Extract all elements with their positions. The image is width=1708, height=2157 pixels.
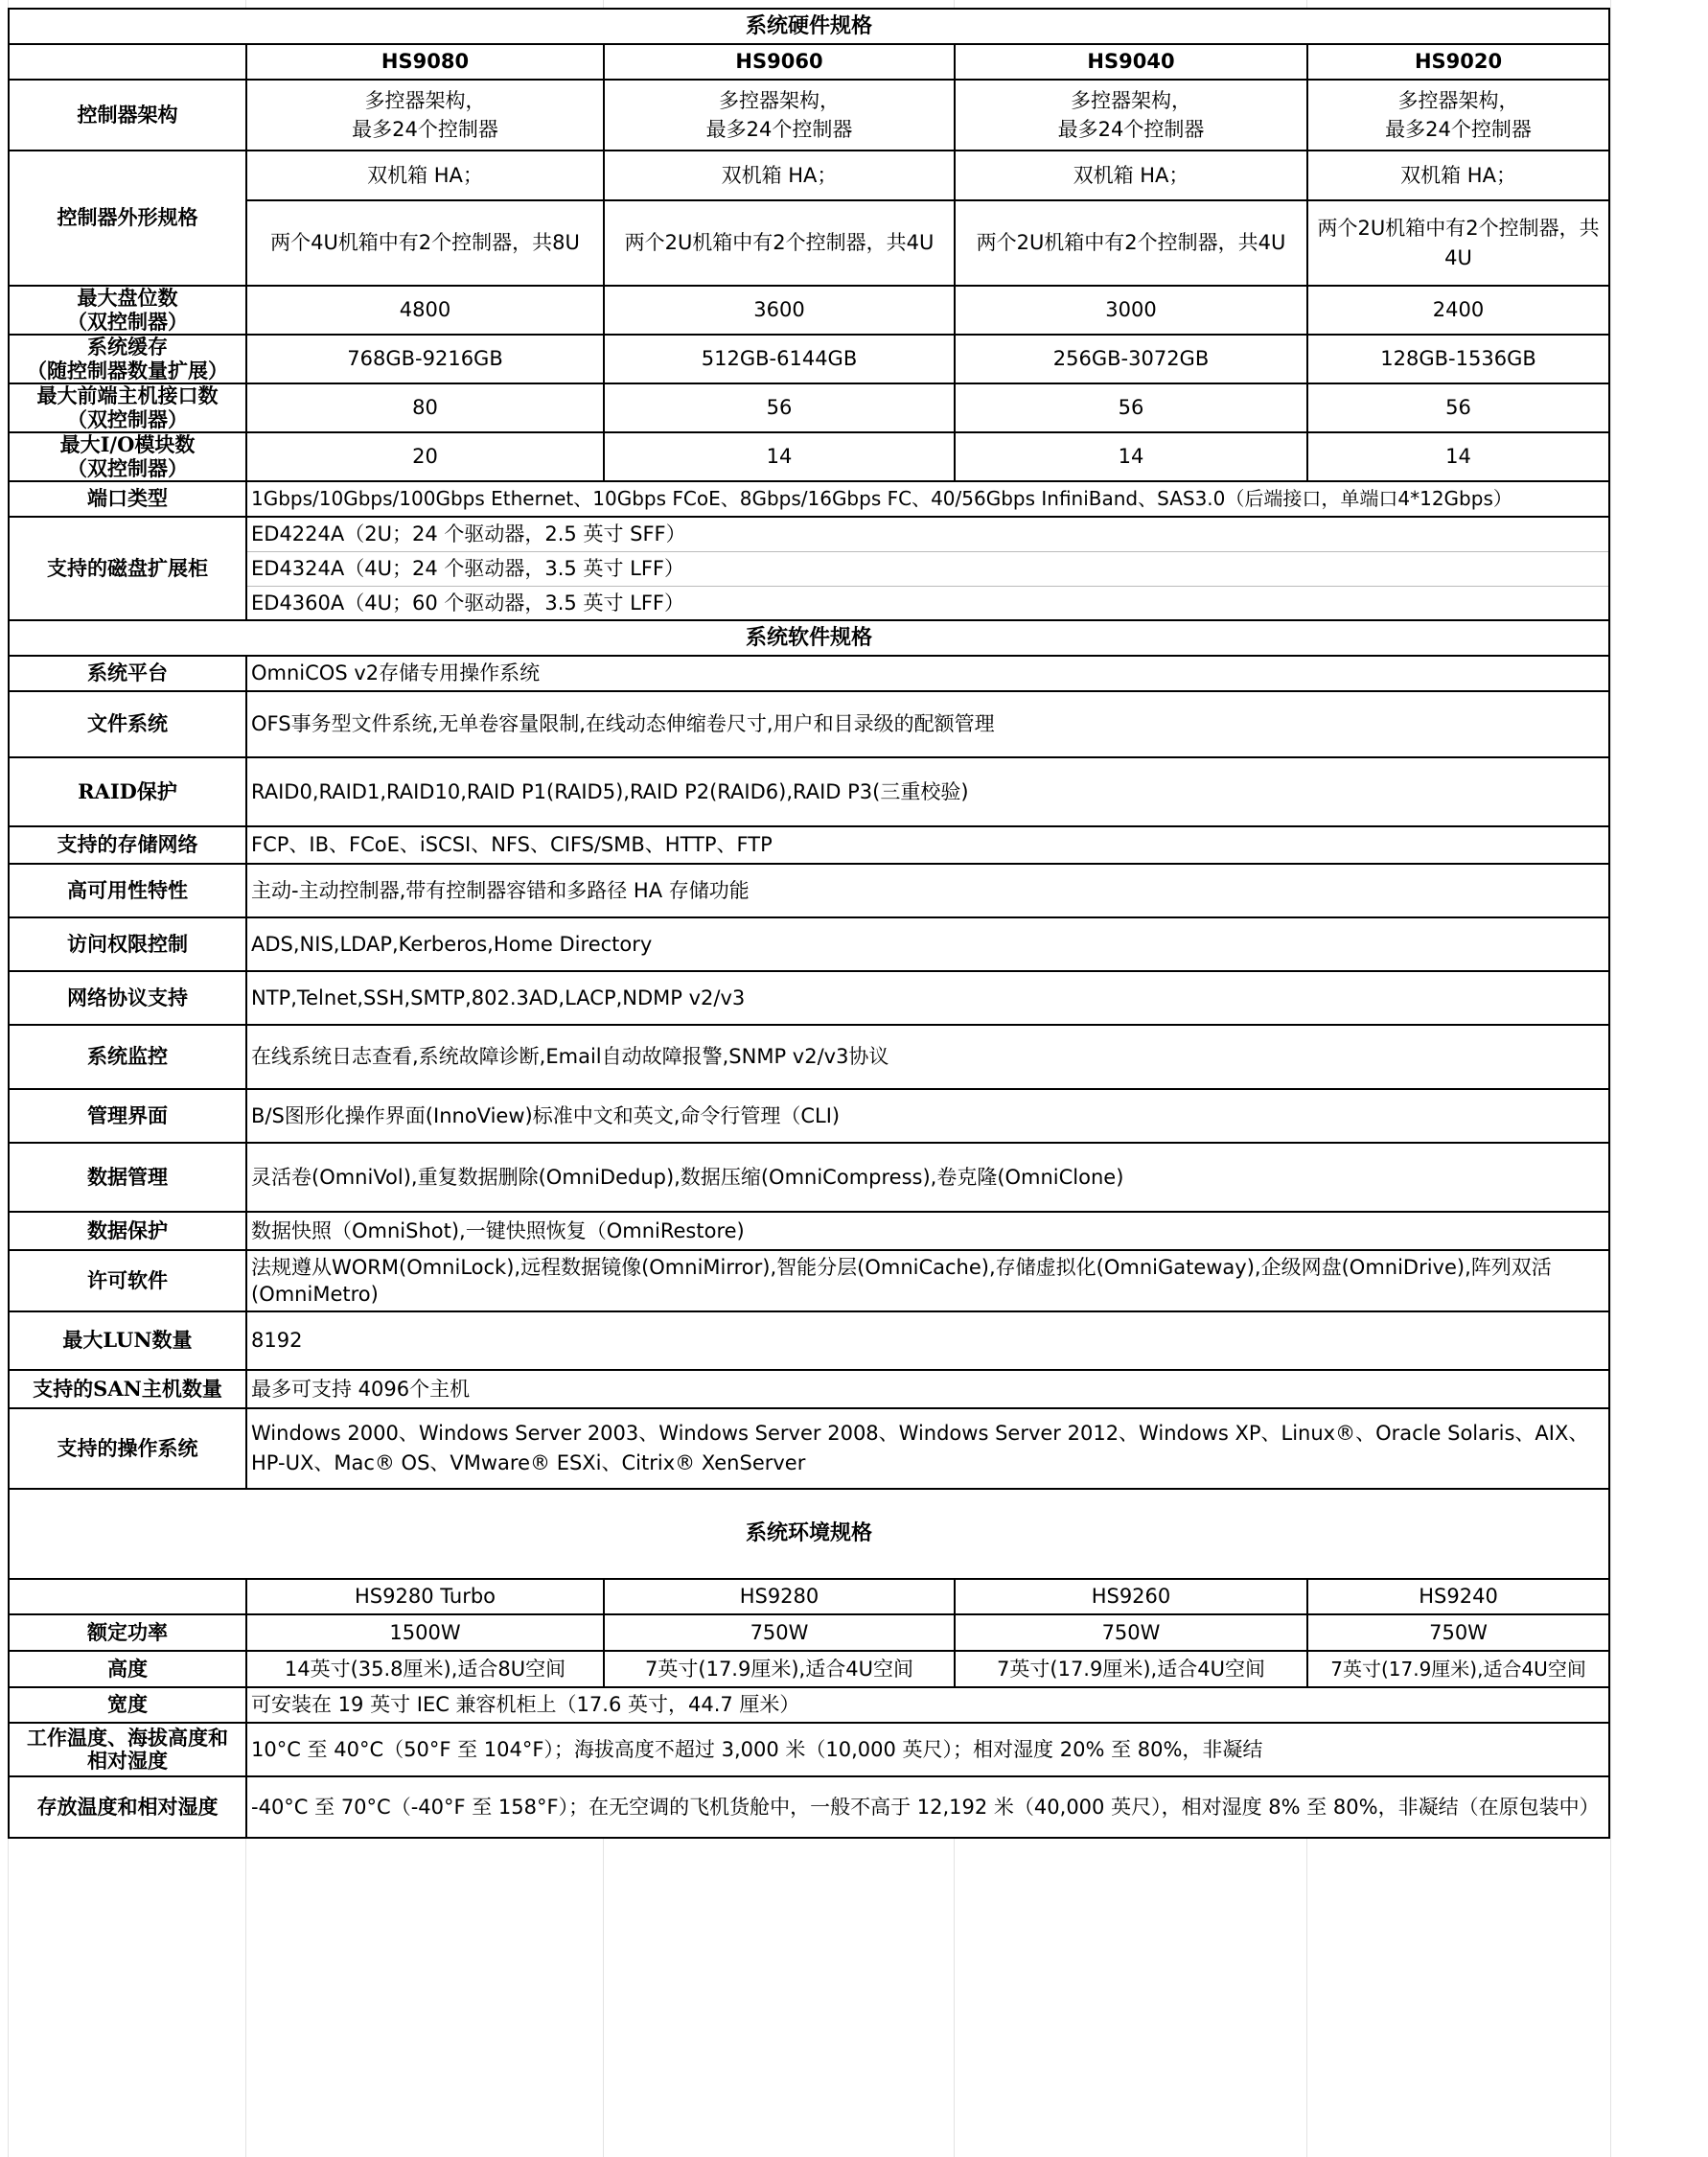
row-label-raid: RAID保护 — [9, 757, 246, 826]
form-factor-chassis-cell: 两个2U机箱中有2个控制器，共4U — [1307, 200, 1609, 286]
max-disks-cell: 3600 — [604, 286, 955, 335]
row-label-power: 额定功率 — [9, 1614, 246, 1651]
filesystem-value: OFS事务型文件系统,无单卷容量限制,在线动态伸缩卷尺寸,用户和目录级的配额管理 — [246, 691, 1609, 757]
row-label-storage-network: 支持的存储网络 — [9, 826, 246, 864]
row-label-port-types: 端口类型 — [9, 481, 246, 517]
model-header: HS9040 — [955, 44, 1307, 80]
row-label-cache — [9, 335, 246, 383]
row-label-platform: 系统平台 — [9, 656, 246, 691]
env-model-header: HS9260 — [955, 1579, 1307, 1614]
height-cell: 7英寸(17.9厘米),适合4U空间 — [955, 1651, 1307, 1687]
row-label-os-support: 支持的操作系统 — [9, 1408, 246, 1489]
form-factor-chassis-cell: 两个2U机箱中有2个控制器，共4U — [955, 200, 1307, 286]
form-factor-chassis-cell: 两个4U机箱中有2个控制器，共8U — [246, 200, 604, 286]
io-modules-cell: 14 — [955, 432, 1307, 481]
row-label-height: 高度 — [9, 1651, 246, 1687]
storage-network-value: FCP、IB、FCoE、iSCSI、NFS、CIFS/SMB、HTTP、FTP — [246, 826, 1609, 864]
gridline — [1610, 0, 1611, 2157]
label-line: （双控制器） — [67, 309, 188, 334]
io-modules-cell: 14 — [1307, 432, 1609, 481]
software-section-title: 系统软件规格 — [9, 620, 1609, 656]
max-disks-cell: 3000 — [955, 286, 1307, 335]
model-header: HS9080 — [246, 44, 604, 80]
access-control-value: ADS,NIS,LDAP,Kerberos,Home Directory — [246, 917, 1609, 971]
row-label-data-management: 数据管理 — [9, 1143, 246, 1212]
cache-cell: 512GB-6144GB — [604, 335, 955, 383]
data-protection-value: 数据快照（OmniShot),一键快照恢复（OmniRestore) — [246, 1212, 1609, 1250]
controller-arch-cell — [604, 80, 955, 151]
row-label-controller-arch: 控制器架构 — [9, 80, 246, 151]
licensed-software-value: 法规遵从WORM(OmniLock),远程数据镜像(OmniMirror),智能分层(OmniCache),存储虚拟化(OmniGateway),企级网盘(OmniDrive),阵列双活(OmniMetro) — [246, 1250, 1609, 1311]
cell-line: 多控器架构， — [1071, 88, 1191, 112]
row-label-monitoring: 系统监控 — [9, 1025, 246, 1089]
form-factor-chassis-cell: 两个2U机箱中有2个控制器，共4U — [604, 200, 955, 286]
platform-value: OmniCOS v2存储专用操作系统 — [246, 656, 1609, 691]
form-factor-ha-cell: 双机箱 HA； — [955, 151, 1307, 200]
form-factor-ha-cell: 双机箱 HA； — [1307, 151, 1609, 200]
model-header: HS9060 — [604, 44, 955, 80]
row-label-filesystem: 文件系统 — [9, 691, 246, 757]
environment-section-title: 系统环境规格 — [9, 1489, 1609, 1579]
port-types-value: 1Gbps/10Gbps/100Gbps Ethernet、10Gbps FCoE、8Gbps/16Gbps FC、40/56Gbps InfiniBand、SAS3.0（后端接口，单端口4*12Gbps） — [246, 481, 1609, 517]
cache-cell: 256GB-3072GB — [955, 335, 1307, 383]
label-line: 最大I/O模块数 — [59, 432, 196, 457]
env-model-header: HS9280 — [604, 1579, 955, 1614]
max-disks-cell: 4800 — [246, 286, 604, 335]
env-model-header: HS9240 — [1307, 1579, 1609, 1614]
io-modules-cell: 20 — [246, 432, 604, 481]
row-label-io-modules — [9, 432, 246, 481]
power-cell: 1500W — [246, 1614, 604, 1651]
storage-env-value: -40°C 至 70°C（-40°F 至 158°F）；在无空调的飞机货舱中，一般不高于 12,192 米（40,000 英尺），相对湿度 8% 至 80%，非凝结（在原包装中） — [246, 1776, 1609, 1838]
host-ports-cell: 80 — [246, 383, 604, 432]
management-ui-value: B/S图形化操作界面(InnoView)标准中文和英文,命令行管理（CLI) — [246, 1089, 1609, 1143]
controller-arch-cell — [1307, 80, 1609, 151]
empty-header-cell — [9, 44, 246, 80]
row-label-data-protection: 数据保护 — [9, 1212, 246, 1250]
row-label-width: 宽度 — [9, 1687, 246, 1723]
hardware-section-title: 系统硬件规格 — [9, 9, 1609, 44]
expansion-item: ED4360A（4U；60 个驱动器，3.5 英寸 LFF） — [246, 586, 1609, 620]
power-cell: 750W — [604, 1614, 955, 1651]
row-label-operating-env — [9, 1723, 246, 1776]
monitoring-value: 在线系统日志查看,系统故障诊断,Email自动故障报警,SNMP v2/v3协议 — [246, 1025, 1609, 1089]
row-label-network-protocols: 网络协议支持 — [9, 971, 246, 1025]
row-label-access-control: 访问权限控制 — [9, 917, 246, 971]
io-modules-cell: 14 — [604, 432, 955, 481]
height-cell: 14英寸(35.8厘米),适合8U空间 — [246, 1651, 604, 1687]
label-line: （随控制器数量扩展） — [27, 358, 228, 383]
controller-arch-cell — [955, 80, 1307, 151]
row-label-storage-env: 存放温度和相对湿度 — [9, 1776, 246, 1838]
raid-value: RAID0,RAID1,RAID10,RAID P1(RAID5),RAID P2(RAID6),RAID P3(三重校验) — [246, 757, 1609, 826]
operating-env-value: 10°C 至 40°C（50°F 至 104°F）；海拔高度不超过 3,000 米（10,000 英尺）；相对湿度 20% 至 80%，非凝结 — [246, 1723, 1609, 1776]
ha-value: 主动-主动控制器,带有控制器容错和多路径 HA 存储功能 — [246, 864, 1609, 917]
os-support-value: Windows 2000、Windows Server 2003、Windows Server 2008、Windows Server 2012、Windows XP、Linux®、Oracle Solaris、AIX、HP-UX、Mac® OS、VMware® ESXi、Citrix® XenServer — [246, 1408, 1609, 1489]
data-management-value: 灵活卷(OmniVol),重复数据删除(OmniDedup),数据压缩(OmniCompress),卷克隆(OmniClone) — [246, 1143, 1609, 1212]
power-cell: 750W — [1307, 1614, 1609, 1651]
row-label-form-factor: 控制器外形规格 — [9, 151, 246, 286]
label-line: 工作温度、海拔高度和 — [27, 1725, 228, 1750]
host-ports-cell: 56 — [1307, 383, 1609, 432]
row-label-management-ui: 管理界面 — [9, 1089, 246, 1143]
host-ports-cell: 56 — [604, 383, 955, 432]
expansion-item: ED4224A（2U；24 个驱动器，2.5 英寸 SFF） — [246, 517, 1609, 551]
row-label-san-hosts: 支持的SAN主机数量 — [9, 1370, 246, 1408]
label-line: 相对湿度 — [87, 1749, 168, 1773]
label-line: 最大盘位数 — [77, 286, 178, 311]
spec-table — [8, 8, 1610, 1839]
height-cell: 7英寸(17.9厘米),适合4U空间 — [1307, 1651, 1609, 1687]
label-line: 最大前端主机接口数 — [36, 383, 219, 408]
expansion-item: ED4324A（4U；24 个驱动器，3.5 英寸 LFF） — [246, 551, 1609, 586]
row-label-licensed-software: 许可软件 — [9, 1250, 246, 1311]
cell-line: 多控器架构， — [1397, 88, 1519, 112]
row-label-max-disks — [9, 286, 246, 335]
row-label-max-lun: 最大LUN数量 — [9, 1311, 246, 1370]
san-hosts-value: 最多可支持 4096个主机 — [246, 1370, 1609, 1408]
cell-line: 最多24个控制器 — [1385, 118, 1532, 141]
label-line: 系统缓存 — [87, 335, 168, 360]
host-ports-cell: 56 — [955, 383, 1307, 432]
controller-arch-cell — [246, 80, 604, 151]
model-header: HS9020 — [1307, 44, 1609, 80]
form-factor-ha-cell: 双机箱 HA； — [604, 151, 955, 200]
form-factor-ha-cell: 双机箱 HA； — [246, 151, 604, 200]
cell-line: 多控器架构， — [719, 88, 840, 112]
label-line: （双控制器） — [67, 455, 188, 480]
cell-line: 多控器架构， — [364, 88, 486, 112]
width-value: 可安装在 19 英寸 IEC 兼容机柜上（17.6 英寸，44.7 厘米） — [246, 1687, 1609, 1723]
max-disks-cell: 2400 — [1307, 286, 1609, 335]
cache-cell: 768GB-9216GB — [246, 335, 604, 383]
env-model-header: HS9280 Turbo — [246, 1579, 604, 1614]
height-cell: 7英寸(17.9厘米),适合4U空间 — [604, 1651, 955, 1687]
row-label-host-ports — [9, 383, 246, 432]
cell-line: 最多24个控制器 — [352, 118, 498, 141]
cell-line: 最多24个控制器 — [705, 118, 853, 141]
max-lun-value: 8192 — [246, 1311, 1609, 1370]
cell-line: 最多24个控制器 — [1057, 118, 1205, 141]
row-label-expansion: 支持的磁盘扩展柜 — [9, 517, 246, 620]
row-label-ha: 高可用性特性 — [9, 864, 246, 917]
empty-header-cell — [9, 1579, 246, 1614]
label-line: （双控制器） — [67, 406, 188, 431]
network-protocols-value: NTP,Telnet,SSH,SMTP,802.3AD,LACP,NDMP v2/v3 — [246, 971, 1609, 1025]
power-cell: 750W — [955, 1614, 1307, 1651]
cache-cell: 128GB-1536GB — [1307, 335, 1609, 383]
